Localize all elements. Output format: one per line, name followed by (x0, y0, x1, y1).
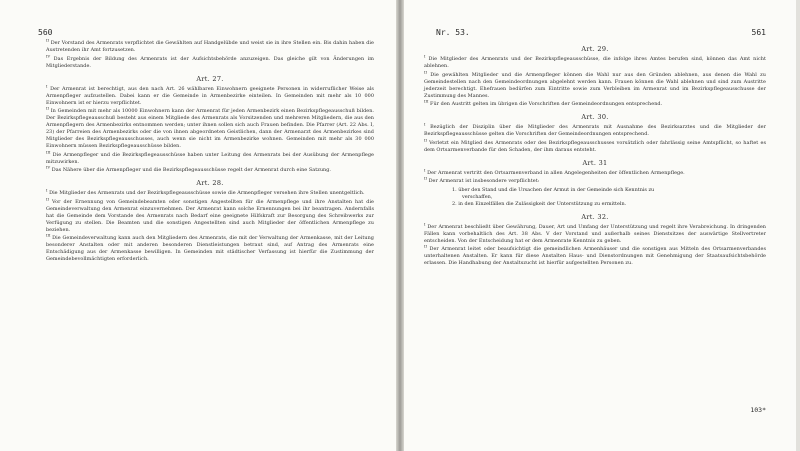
article-heading: Art. 32. (581, 212, 609, 221)
page-edge (796, 0, 800, 451)
paragraph-text: Die gewählten Mitglieder und die Armenpfleger können die Wahl nur aus den Gründen ablehnen, aus denen die Wahl zu Gemeindestellen nach den Gemeindeordnungen abgelehnt werden kann. Frauen können die Wahl ablehnen und sind zum Austritte jederzeit berechtigt. Ehefrauen bedürfen zum Eintritte sowie zum Verbleiben im Armenrat und im Bezirkspflegeausschusse der Zustimmung des Mannes. (424, 71, 767, 99)
paragraph-number: I (424, 122, 426, 127)
paragraph-number: III (46, 233, 51, 238)
paragraph-number: IV (46, 165, 51, 170)
paragraph-number: III (46, 149, 51, 154)
paragraph-number: I (424, 54, 426, 59)
signature-mark: 103* (750, 406, 766, 414)
paragraph (424, 69, 767, 100)
paragraph (46, 53, 374, 70)
paragraph (424, 221, 766, 245)
paragraph-text: Für den Austritt gelten im übrigen die Vorschriften der Gemeindeordnungen entsprechend. (430, 101, 663, 107)
paragraph-number: I (46, 83, 48, 88)
paragraph-text: Der Vorstand des Armenrats verpflichtet die Gewählten auf Handgelübde und weist sie in ihre Stellen ein. Bis dahin haben die Austretenden ihr Amt fortzusetzen. (46, 40, 374, 53)
left-page-body (46, 40, 374, 263)
paragraph (46, 108, 374, 150)
paragraph-text: Die Armenpfleger und die Bezirkspflegeausschüsse haben unter Leitung des Armenrats bei der Ausübung der Armenpflege mitzuwirken. (46, 151, 374, 165)
article-heading: Art. 31 (582, 158, 608, 167)
paragraph-number: I (424, 221, 426, 226)
paragraph-text: Der Armenrat ist insbesondere verpflichtet: (428, 178, 540, 184)
article-heading: Art. 27. (196, 74, 224, 83)
paragraph-number: II (424, 244, 427, 249)
paragraph-number: II (46, 38, 49, 43)
paragraph-text: Vor der Ernennung von Gemeindebeamten oder sonstigen Angestellten für die Armenpflege und ihre Anstalten hat die Gemeindeverwaltung den Armenrat einzuvernehmen. Der Armenrat kann solche Ernennungen bei ihr beantragen. Andernfalls hat die Gemeinde dem Vorstande des Armenrats nach Bedarf eine geeignete Hilfskraft zur Besorgung des Schreibwerks zur Verfügung zu stellen. Die Beamten und die sonstigen Angestellten sind auch Mitglieder der öffentlichen Armenpflege zu beziehen. (46, 198, 374, 233)
paragraph (46, 190, 374, 197)
paragraph-text: Der Armenrat vertritt den Ortsarmenverband in allen Angelegenheiten der öffentlichen Armenpflege. (427, 169, 685, 176)
right-page-body (424, 45, 766, 267)
paragraph-number: II (424, 137, 427, 142)
right-page-header (424, 28, 766, 40)
paragraph (424, 167, 766, 177)
paragraph (46, 196, 374, 234)
paragraph-number: III (424, 99, 429, 104)
list-item: verschaffen, (462, 193, 493, 200)
paragraph-text: Das Nähere über die Armenpfleger und die Bezirkspflegeausschüsse regelt der Armenrat durch eine Satzung. (51, 167, 332, 173)
paragraph-text: Der Armenrat beschließt über Gewährung, Dauer, Art und Umfang der Unterstützung und regelt ihre Verabreichung. In dringenden Fällen kann vorbehaltlich des Art. 38 Abs. V der Vorstand und außerhalb seines Dienstsitzes der auswärtige Stellvertreter entscheiden. Von der Entscheidung hat er dem Armenrate Kenntnis zu geben. (424, 223, 766, 244)
left-page (0, 0, 396, 451)
paragraph-number: IV (46, 53, 51, 58)
paragraph-number: II (46, 106, 49, 111)
article-heading: Art. 28. (196, 179, 224, 187)
running-head: Nr. 53. (436, 28, 470, 37)
paragraph (46, 40, 374, 54)
paragraph-number: II (424, 176, 427, 181)
paragraph-text: Der Armenrat leitet oder beaufsichtigt die gemeindlichen Armenhäuser und die sonstigen aus Mitteln des Ortsarmenverbandes unterhaltenen Anstalten. Er kann für diese Anstalten Haus- und Dienstordnungen mit Genehmigung der Staatsaufsichtsbehörde erlassen. Die Handhabung der Anstaltszucht ist hierfür aufgestellten Personen zu. (424, 246, 767, 266)
paragraph-text: Die Gemeindeverwaltung kann auch den Mitgliedern des Armenrats, die mit der Verwaltung der Armenkasse, mit der Leitung besonderer Anstalten oder mit anderen besonderen Dienstleistungen betraut sind, auf Antrag des Armenrats eine Entschädigung aus der Armenkasse bewilligen. In Gemeinden mit städtischer Verfassung ist hierfür die Zustimmung der Gemeindebevollmächtigten erforderlich. (46, 235, 374, 262)
paragraph-number: II (424, 69, 427, 74)
list-item: 1. über den Stand und die Ursachen der Armut in der Gemeinde sich Kenntnis zu (452, 186, 655, 193)
paragraph (46, 167, 374, 174)
paragraph (46, 235, 374, 263)
paragraph-text: Die Mitglieder des Armenrats und der Bezirkspflegeausschüsse, die infolge ihres Amtes berufen sind, können das Amt nicht ablehnen. (424, 56, 767, 69)
paragraph (424, 101, 766, 108)
article-heading: Art. 30. (581, 113, 609, 121)
paragraph-text: Verletzt ein Mitglied des Armenrats oder des Bezirkspflegeausschusses vorsätzlich oder fahrlässig seine Amtspflicht, so haftet es dem Ortsarmenverbande für den Schaden, der ihm daraus entsteht. (424, 139, 767, 153)
paragraph (424, 137, 767, 154)
paragraph (424, 178, 766, 185)
list-item: 2. in den Einzelfällen die Zulässigkeit der Unterstützung zu ermitteln. (452, 200, 627, 207)
paragraph (424, 124, 766, 138)
left-page-header (38, 28, 374, 43)
paragraph-text: In Gemeinden mit mehr als 10000 Einwohnern kann der Armenrat für jeden Armenbezirk einen Bezirkspflegeausschuß bilden. Der Bezirkspflegeausschuß besteht aus einem Mitgliede des Armenrats als Vorsitzenden und mehreren Mitgliedern, die aus den Armenpflegern des Armenbezirks entnommen werden; unter ihnen sollen sich auch Frauen befinden. Die Pfarrer (Art. 22 Abs. I, 23) der Pfarreien des Armenbezirks oder die von ihnen abgeordneten Geistlichen, dann der Armenarzt des Armenbezirkes sind Mitglieder des Bezirkspflegeausschusses, auch wenn sie nicht im Armenbezirke wohnen. Gemeinden mit mehr als 30 000 Einwohnern müssen Bezirkspflegeausschüsse bilden. (46, 108, 374, 149)
paragraph-number: I (46, 188, 48, 193)
page-number: 561 (751, 28, 766, 37)
book-gutter (396, 0, 404, 451)
paragraph-text: Bezüglich der Disziplin über die Mitglieder des Armenrats mit Ausnahme des Bezirksarztes und die Mitglieder der Bezirkspflegeausschüsse gelten die Vorschriften der Gemeindeordnungen entsprechend. (424, 124, 767, 137)
paragraph-text: Der Armenrat ist berechtigt, aus den nach Art. 26 wählbaren Einwohnern geeignete Personen in widerruflicher Weise als Armenpfleger aufzustellen. Dabei kann er die Gemeinde in Armenbezirke einteilen. In Gemeinden mit mehr als 10 000 Einwohnern ist er hierzu verpflichtet. (46, 85, 374, 106)
paragraph (424, 246, 766, 267)
right-page (404, 0, 800, 451)
paragraph-number: II (46, 196, 49, 201)
paragraph-number: I (424, 167, 426, 172)
paragraph-text: Die Mitglieder des Armenrats und der Bezirkspflegeausschüsse sowie die Armenpfleger versehen ihre Stellen unentgeltlich. (49, 190, 365, 196)
paragraph (424, 56, 766, 70)
article-heading: Art. 29. (581, 45, 609, 53)
paragraph (46, 83, 374, 107)
paragraph (46, 149, 374, 166)
page-number: 560 (38, 28, 53, 37)
paragraph-text: Das Ergebnis der Bildung des Armenrats ist der Aufsichtsbehörde anzuzeigen. Das gleiche gilt von Änderungen im Mitgliederstande. (46, 55, 374, 69)
